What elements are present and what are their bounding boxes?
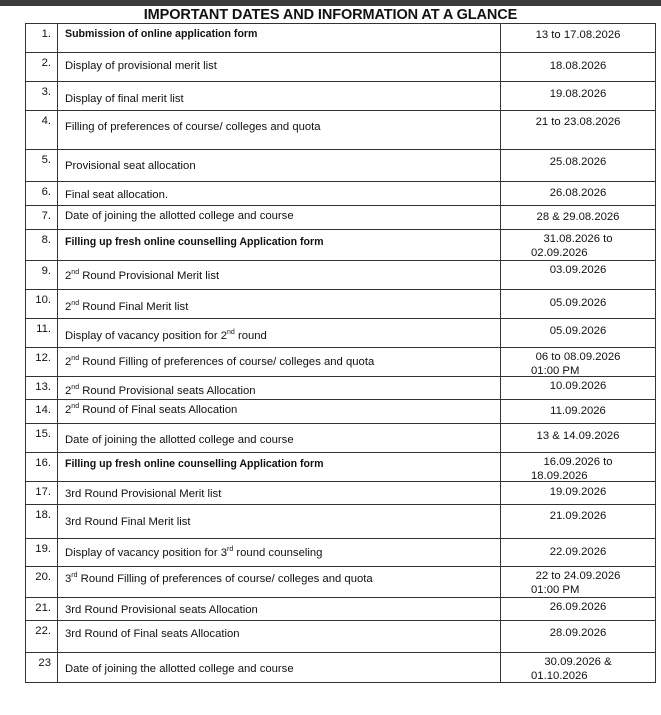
event-cell <box>58 621 501 653</box>
date-line: 22.09.2026 <box>549 546 607 558</box>
serial-number: 9. <box>41 265 51 277</box>
table-row <box>26 319 656 348</box>
date-cell <box>501 206 656 230</box>
schedule-date <box>501 545 655 559</box>
event-text: Display of vacancy position for 2 <box>65 330 228 342</box>
event-cell <box>58 24 501 53</box>
date-line: 13 & 14.09.2026 <box>536 430 620 442</box>
serial-number-cell <box>26 290 58 319</box>
table-row <box>26 348 656 377</box>
serial-number-cell <box>26 400 58 424</box>
event-cell <box>58 453 501 482</box>
date-line: 16.09.2026 to <box>543 456 613 468</box>
serial-number-cell <box>26 82 58 111</box>
serial-number: 20. <box>35 571 51 583</box>
event-cell <box>58 598 501 621</box>
event-description <box>65 330 267 342</box>
event-cell <box>58 567 501 598</box>
date-line: 06 to 08.09.2026 <box>535 351 621 363</box>
schedule-date <box>501 115 655 129</box>
schedule-date <box>501 232 655 260</box>
serial-number: 23 <box>38 657 51 669</box>
table-row <box>26 206 656 230</box>
table-row <box>26 24 656 53</box>
date-cell <box>501 53 656 82</box>
serial-number: 18. <box>35 509 51 521</box>
table-row <box>26 150 656 182</box>
date-cell <box>501 400 656 424</box>
table-row <box>26 505 656 539</box>
event-text: Round Provisional Merit list <box>79 270 220 282</box>
date-line: 19.09.2026 <box>549 486 607 498</box>
document-title: IMPORTANT DATES AND INFORMATION AT A GLANCE <box>143 7 518 23</box>
event-cell <box>58 206 501 230</box>
schedule-date <box>501 429 655 443</box>
event-cell <box>58 400 501 424</box>
event-description: Submission of online application form <box>65 28 258 40</box>
event-text-suffix: round counseling <box>233 547 323 559</box>
date-line-2: 18.09.2026 <box>531 470 588 482</box>
serial-number-cell <box>26 150 58 182</box>
table-row <box>26 424 656 453</box>
date-cell <box>501 621 656 653</box>
event-text-suffix: round <box>234 330 267 342</box>
date-line: 03.09.2026 <box>549 264 607 276</box>
serial-number-cell <box>26 567 58 598</box>
ordinal-suffix: nd <box>71 384 80 392</box>
serial-number-cell <box>26 598 58 621</box>
schedule-date <box>501 263 655 277</box>
event-cell <box>58 377 501 400</box>
event-description <box>65 404 237 416</box>
date-cell <box>501 111 656 150</box>
table-row <box>26 400 656 424</box>
schedule-date <box>501 350 655 378</box>
serial-number: 1. <box>41 28 51 40</box>
date-cell <box>501 539 656 567</box>
date-cell <box>501 182 656 206</box>
date-cell <box>501 653 656 683</box>
serial-number: 13. <box>35 381 51 393</box>
serial-number: 17. <box>35 486 51 498</box>
round-number: 2 <box>65 356 72 368</box>
schedule-date <box>501 485 655 499</box>
event-description: 3rd Round Provisional seats Allocation <box>65 604 258 616</box>
event-description <box>65 385 256 397</box>
event-cell <box>58 82 501 111</box>
date-cell <box>501 505 656 539</box>
serial-number-cell <box>26 424 58 453</box>
serial-number: 22. <box>35 625 51 637</box>
date-line: 28.09.2026 <box>549 627 607 639</box>
schedule-date <box>501 296 655 310</box>
event-description: Filling up fresh online counselling Application form <box>65 236 324 248</box>
event-cell <box>58 53 501 82</box>
event-cell <box>58 182 501 206</box>
event-cell <box>58 653 501 683</box>
serial-number-cell <box>26 453 58 482</box>
important-dates-table <box>25 23 656 683</box>
schedule-date <box>501 379 655 393</box>
round-number: 2 <box>65 404 72 416</box>
serial-number-cell <box>26 206 58 230</box>
serial-number: 21. <box>35 602 51 614</box>
event-cell <box>58 482 501 505</box>
event-text: Round Provisional seats Allocation <box>79 385 256 397</box>
date-cell <box>501 377 656 400</box>
schedule-date <box>501 59 655 73</box>
event-cell <box>58 261 501 290</box>
event-description: Filling up fresh online counselling Application form <box>65 458 324 470</box>
date-cell <box>501 319 656 348</box>
date-line: 11.09.2026 <box>550 405 606 417</box>
schedule-date <box>501 87 655 101</box>
table-row <box>26 82 656 111</box>
serial-number: 6. <box>41 186 51 198</box>
schedule-date <box>501 324 655 338</box>
schedule-date <box>501 28 655 42</box>
date-cell <box>501 424 656 453</box>
date-line: 10.09.2026 <box>549 380 607 392</box>
date-cell <box>501 290 656 319</box>
serial-number-cell <box>26 482 58 505</box>
ordinal-suffix: nd <box>227 329 235 337</box>
date-cell <box>501 453 656 482</box>
event-cell <box>58 505 501 539</box>
event-text: Display of vacancy position for 3 <box>65 547 228 559</box>
table-row <box>26 53 656 82</box>
serial-number: 16. <box>35 457 51 469</box>
ordinal-suffix: rd <box>227 546 234 554</box>
ordinal-suffix: rd <box>71 572 78 580</box>
serial-number-cell <box>26 377 58 400</box>
event-description: Provisional seat allocation <box>65 160 196 172</box>
event-description: Filling of preferences of course/ colleges and quota <box>65 121 321 133</box>
serial-number-cell <box>26 505 58 539</box>
date-line: 26.09.2026 <box>549 601 607 613</box>
date-line-2: 01:00 PM <box>531 365 580 377</box>
date-cell <box>501 567 656 598</box>
event-description: Display of provisional merit list <box>65 60 217 72</box>
serial-number-cell <box>26 182 58 206</box>
event-cell <box>58 539 501 567</box>
table-row <box>26 182 656 206</box>
date-cell <box>501 598 656 621</box>
table-row <box>26 567 656 598</box>
serial-number-cell <box>26 53 58 82</box>
event-cell <box>58 150 501 182</box>
event-text: Round of Final seats Allocation <box>79 404 238 416</box>
ordinal-suffix: nd <box>71 355 80 363</box>
round-number: 2 <box>65 270 72 282</box>
event-cell <box>58 290 501 319</box>
date-cell <box>501 348 656 377</box>
ordinal-suffix: nd <box>71 269 80 277</box>
round-number: 3 <box>65 573 72 585</box>
serial-number-cell <box>26 539 58 567</box>
event-cell <box>58 319 501 348</box>
serial-number: 14. <box>35 404 51 416</box>
serial-number-cell <box>26 111 58 150</box>
date-line: 05.09.2026 <box>549 297 607 309</box>
event-description: 3rd Round Final Merit list <box>65 516 191 528</box>
event-cell <box>58 111 501 150</box>
date-line: 19.08.2026 <box>549 88 607 100</box>
date-line: 30.09.2026 & <box>544 656 612 668</box>
event-description: Final seat allocation. <box>65 189 168 201</box>
date-cell <box>501 82 656 111</box>
serial-number: 2. <box>41 57 51 69</box>
serial-number: 10. <box>35 294 51 306</box>
date-line-2: 01.10.2026 <box>531 670 588 682</box>
serial-number-cell <box>26 24 58 53</box>
event-description <box>65 356 374 368</box>
serial-number: 11. <box>36 323 51 335</box>
schedule-date <box>501 455 655 483</box>
date-line: 28 & 29.08.2026 <box>536 211 620 223</box>
schedule-date <box>501 404 655 418</box>
event-cell <box>58 424 501 453</box>
event-description: Date of joining the allotted college and course <box>65 434 294 446</box>
table-row <box>26 261 656 290</box>
schedule-date <box>501 626 655 640</box>
event-description: 3rd Round of Final seats Allocation <box>65 628 240 640</box>
event-description <box>65 270 219 282</box>
event-cell <box>58 348 501 377</box>
table-row <box>26 111 656 150</box>
serial-number-cell <box>26 261 58 290</box>
date-line: 05.09.2026 <box>549 325 607 337</box>
schedule-date <box>501 569 655 597</box>
serial-number: 19. <box>35 543 51 555</box>
table-row <box>26 290 656 319</box>
event-description <box>65 573 373 585</box>
table-row <box>26 539 656 567</box>
table-row <box>26 453 656 482</box>
serial-number: 5. <box>41 154 51 166</box>
date-line: 25.08.2026 <box>549 156 607 168</box>
event-description: Date of joining the allotted college and course <box>65 210 294 222</box>
serial-number: 7. <box>41 210 51 222</box>
serial-number-cell <box>26 348 58 377</box>
event-description <box>65 301 188 313</box>
table-row <box>26 377 656 400</box>
date-line: 31.08.2026 to <box>543 233 613 245</box>
event-text: Round Filling of preferences of course/ colleges and quota <box>77 573 373 585</box>
schedule-date <box>501 186 655 200</box>
date-line-2: 01:00 PM <box>531 584 580 596</box>
schedule-date <box>501 655 655 683</box>
date-cell <box>501 150 656 182</box>
date-line: 22 to 24.09.2026 <box>535 570 621 582</box>
event-cell <box>58 230 501 261</box>
date-cell <box>501 261 656 290</box>
event-description: 3rd Round Provisional Merit list <box>65 488 222 500</box>
date-line: 18.08.2026 <box>549 60 607 72</box>
serial-number: 3. <box>41 86 51 98</box>
table-row <box>26 621 656 653</box>
event-text: Round Final Merit list <box>79 301 189 313</box>
serial-number-cell <box>26 653 58 683</box>
event-text: Round Filling of preferences of course/ colleges and quota <box>79 356 375 368</box>
date-line: 21.09.2026 <box>549 510 607 522</box>
schedule-date <box>501 509 655 523</box>
serial-number-cell <box>26 319 58 348</box>
schedule-date <box>501 155 655 169</box>
serial-number: 15. <box>35 428 51 440</box>
round-number: 2 <box>65 385 72 397</box>
ordinal-suffix: nd <box>71 403 80 411</box>
serial-number: 12. <box>35 352 51 364</box>
event-description: Display of final merit list <box>65 93 184 105</box>
table-row <box>26 653 656 683</box>
table-row <box>26 598 656 621</box>
serial-number: 8. <box>41 234 51 246</box>
schedule-date <box>501 600 655 614</box>
date-line: 26.08.2026 <box>549 187 607 199</box>
serial-number-cell <box>26 230 58 261</box>
ordinal-suffix: nd <box>71 300 80 308</box>
event-description: Date of joining the allotted college and course <box>65 663 294 675</box>
date-line-2: 02.09.2026 <box>531 247 588 259</box>
date-line: 21 to 23.08.2026 <box>535 116 621 128</box>
round-number: 2 <box>65 301 72 313</box>
schedule-date <box>501 210 655 224</box>
table-row <box>26 230 656 261</box>
date-line: 13 to 17.08.2026 <box>535 29 621 41</box>
table-row <box>26 482 656 505</box>
event-description <box>65 547 322 559</box>
date-cell <box>501 24 656 53</box>
serial-number: 4. <box>41 115 51 127</box>
date-cell <box>501 230 656 261</box>
serial-number-cell <box>26 621 58 653</box>
date-cell <box>501 482 656 505</box>
